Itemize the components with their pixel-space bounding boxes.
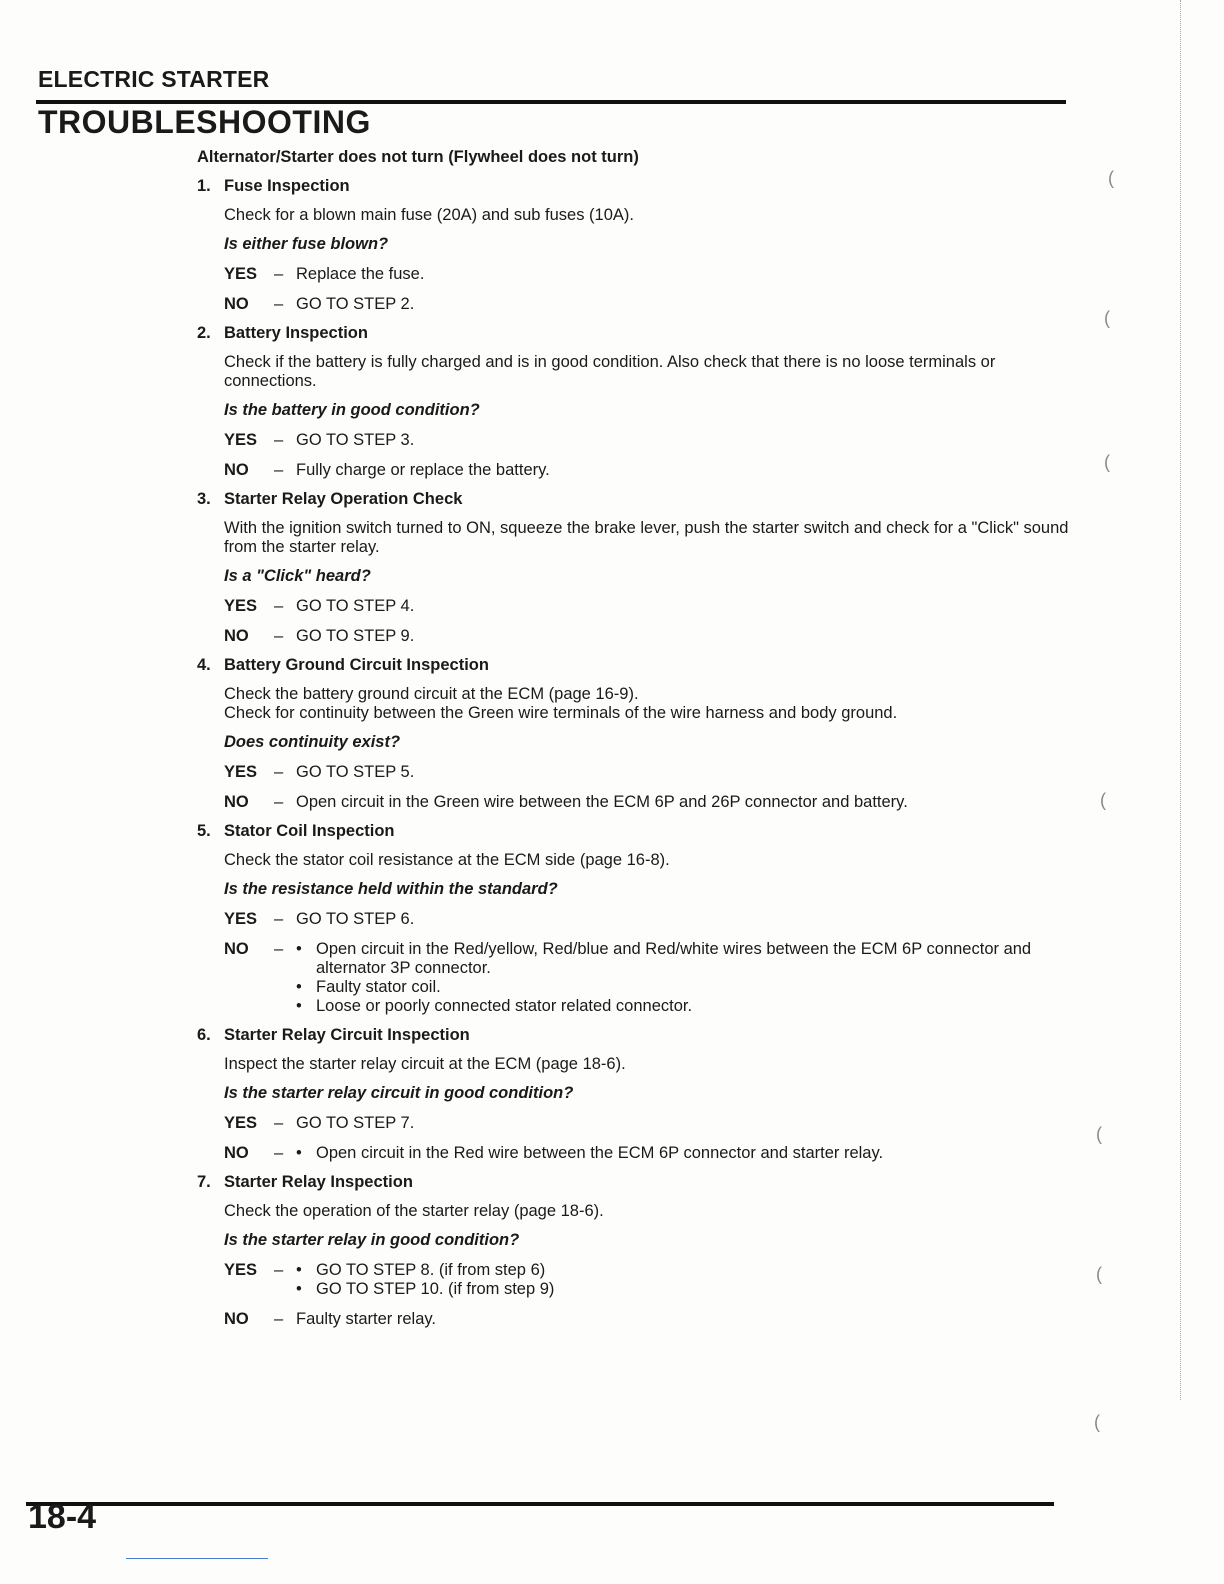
yes-label: YES [224, 1114, 258, 1132]
no-label: NO [224, 1310, 249, 1328]
list-item [296, 1144, 1077, 1163]
step-number: 3. [197, 490, 211, 508]
bullet-icon: • [296, 1280, 302, 1298]
dash: – [274, 910, 284, 928]
dash: – [274, 1114, 284, 1132]
step-description: Inspect the starter relay circuit at the ECM (page 18-6). [224, 1055, 626, 1073]
troubleshooting-content [197, 148, 1077, 1339]
step-title: Fuse Inspection [224, 177, 350, 195]
list-item [296, 978, 1077, 997]
step-description: Check if the battery is fully charged and is in good condition. Also check that there is no loose terminals or connections. [224, 353, 996, 390]
step-title: Starter Relay Circuit Inspection [224, 1026, 470, 1044]
yes-label: YES [224, 910, 258, 928]
step-number: 6. [197, 1026, 211, 1044]
dash: – [274, 597, 284, 615]
no-label: NO [224, 461, 249, 479]
step-heading [197, 1026, 1077, 1045]
list-item [296, 1280, 1077, 1299]
yes-label: YES [224, 265, 258, 283]
step-title: Starter Relay Inspection [224, 1173, 413, 1191]
page-number: 18-4 [28, 1498, 97, 1536]
dash: – [274, 431, 284, 449]
intro-heading: Alternator/Starter does not turn (Flywheel does not turn) [197, 148, 639, 166]
step-question: Is a "Click" heard? [224, 567, 371, 585]
no-answer [224, 1144, 1077, 1163]
no-answer [224, 295, 1077, 314]
no-label: NO [224, 1144, 249, 1162]
step-heading [197, 656, 1077, 675]
bullet-icon: • [296, 940, 302, 958]
dash: – [274, 1310, 284, 1328]
step-description: Check for a blown main fuse (20A) and sub fuses (10A). [224, 206, 634, 224]
step-number: 1. [197, 177, 211, 195]
yes-label: YES [224, 1261, 258, 1279]
margin-mark: ( [1094, 1412, 1100, 1432]
yes-text: GO TO STEP 4. [296, 597, 415, 615]
margin-mark: ( [1096, 1264, 1102, 1284]
yes-answer [224, 763, 1077, 782]
yes-text: GO TO STEP 3. [296, 431, 415, 449]
step-4 [197, 656, 1077, 812]
step-question: Is the battery in good condition? [224, 401, 480, 419]
yes-text: GO TO STEP 5. [296, 763, 415, 781]
margin-mark: ( [1100, 790, 1106, 810]
no-label: NO [224, 295, 249, 313]
description-line: Check for continuity between the Green wire terminals of the wire harness and body ground. [224, 704, 898, 722]
yes-answer [224, 910, 1077, 929]
dash: – [274, 265, 284, 283]
step-number: 7. [197, 1173, 211, 1191]
list-item-text: Faulty stator coil. [316, 978, 441, 996]
dash: – [274, 763, 284, 781]
step-heading [197, 1173, 1077, 1192]
section-title: ELECTRIC STARTER [38, 66, 270, 92]
step-question: Is the starter relay circuit in good condition? [224, 1084, 574, 1102]
list-item-text: GO TO STEP 10. (if from step 9) [316, 1280, 555, 1298]
step-heading [197, 822, 1077, 841]
step-title: Battery Inspection [224, 324, 368, 342]
no-text: Faulty starter relay. [296, 1310, 436, 1328]
dash: – [274, 793, 284, 811]
no-text: GO TO STEP 2. [296, 295, 415, 313]
step-heading [197, 177, 1077, 196]
step-5 [197, 822, 1077, 1016]
step-question: Does continuity exist? [224, 733, 401, 751]
margin-mark: ( [1108, 168, 1114, 188]
bullet-icon: • [296, 997, 302, 1015]
step-title: Starter Relay Operation Check [224, 490, 463, 508]
step-6 [197, 1026, 1077, 1163]
scan-artifact-line [126, 1558, 268, 1559]
no-answer [224, 940, 1077, 1016]
step-3 [197, 490, 1077, 646]
margin-mark: ( [1104, 308, 1110, 328]
page-title: TROUBLESHOOTING [38, 104, 371, 140]
list-item-text: Open circuit in the Red wire between the ECM 6P connector and starter relay. [316, 1144, 884, 1162]
step-description: Check the operation of the starter relay (page 18-6). [224, 1202, 604, 1220]
no-text: Open circuit in the Green wire between the ECM 6P and 26P connector and battery. [296, 793, 908, 811]
step-heading [197, 490, 1077, 509]
step-description: Check the stator coil resistance at the ECM side (page 16-8). [224, 851, 670, 869]
step-number: 5. [197, 822, 211, 840]
list-item [296, 997, 1077, 1016]
bullet-icon: • [296, 978, 302, 996]
no-text: Fully charge or replace the battery. [296, 461, 550, 479]
yes-bullet-list [296, 1261, 1077, 1299]
step-number: 2. [197, 324, 211, 342]
yes-answer [224, 431, 1077, 450]
list-item-text: Loose or poorly connected stator related connector. [316, 997, 693, 1015]
step-title: Stator Coil Inspection [224, 822, 395, 840]
list-item [296, 1261, 1077, 1280]
yes-answer [224, 597, 1077, 616]
yes-label: YES [224, 431, 258, 449]
yes-label: YES [224, 597, 258, 615]
dash: – [274, 1261, 284, 1279]
dash: – [274, 295, 284, 313]
no-text: GO TO STEP 9. [296, 627, 415, 645]
step-heading [197, 324, 1077, 343]
no-label: NO [224, 940, 249, 958]
no-answer [224, 793, 1077, 812]
no-bullet-list [296, 1144, 1077, 1163]
yes-text: GO TO STEP 7. [296, 1114, 415, 1132]
step-7 [197, 1173, 1077, 1329]
dash: – [274, 1144, 284, 1162]
yes-text: Replace the fuse. [296, 265, 425, 283]
no-bullet-list [296, 940, 1077, 1016]
bullet-icon: • [296, 1144, 302, 1162]
binding-margin-line [1180, 0, 1182, 1400]
list-item [296, 940, 1077, 978]
dash: – [274, 940, 284, 958]
step-title: Battery Ground Circuit Inspection [224, 656, 489, 674]
no-answer [224, 1310, 1077, 1329]
step-question: Is either fuse blown? [224, 235, 389, 253]
no-label: NO [224, 793, 249, 811]
footer-rule [26, 1502, 1054, 1506]
step-description [224, 685, 1077, 723]
yes-answer [224, 1261, 1077, 1299]
no-answer [224, 627, 1077, 646]
step-question: Is the resistance held within the standard? [224, 880, 558, 898]
yes-answer [224, 1114, 1077, 1133]
yes-text: GO TO STEP 6. [296, 910, 415, 928]
step-1 [197, 177, 1077, 314]
step-description: With the ignition switch turned to ON, squeeze the brake lever, push the starter switch and check for a "Click" sound from the starter relay. [224, 519, 1069, 556]
list-item-text: Open circuit in the Red/yellow, Red/blue and Red/white wires between the ECM 6P connector and alternator 3P connector. [316, 940, 1032, 977]
margin-mark: ( [1104, 452, 1110, 472]
no-label: NO [224, 627, 249, 645]
description-line: Check the battery ground circuit at the ECM (page 16-9). [224, 685, 639, 703]
yes-answer [224, 265, 1077, 284]
no-answer [224, 461, 1077, 480]
yes-label: YES [224, 763, 258, 781]
list-item-text: GO TO STEP 8. (if from step 6) [316, 1261, 546, 1279]
dash: – [274, 627, 284, 645]
step-2 [197, 324, 1077, 480]
step-question: Is the starter relay in good condition? [224, 1231, 520, 1249]
bullet-icon: • [296, 1261, 302, 1279]
step-number: 4. [197, 656, 211, 674]
dash: – [274, 461, 284, 479]
margin-mark: ( [1096, 1124, 1102, 1144]
